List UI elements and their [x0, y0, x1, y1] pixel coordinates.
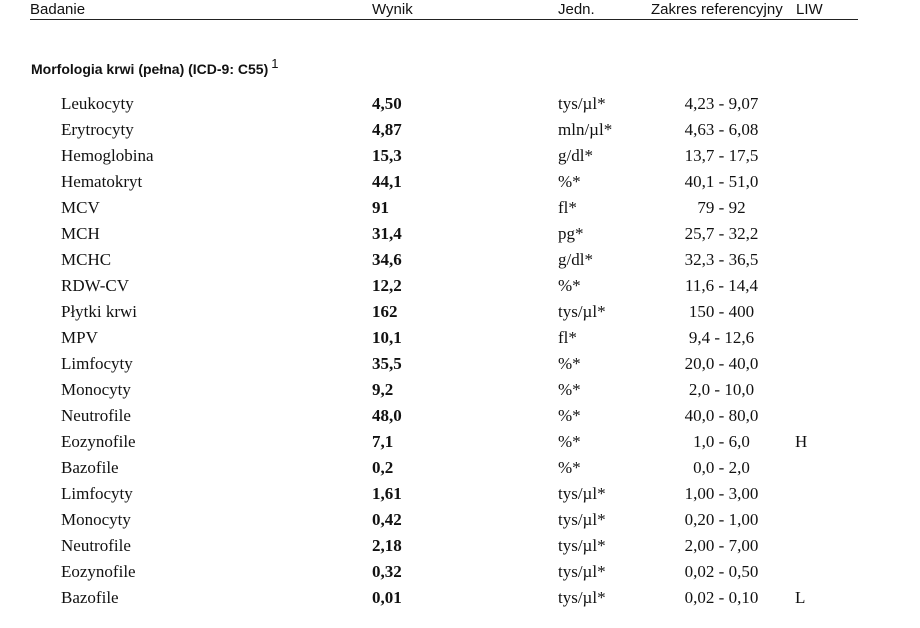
test-name: MCHC [61, 250, 112, 269]
reference-range: 40,0 - 80,0 [684, 406, 759, 425]
result-value: 91 [372, 198, 389, 217]
table-row [0, 92, 920, 118]
result-value: 4,50 [372, 94, 402, 113]
result-value: 35,5 [372, 354, 402, 373]
table-row [0, 534, 920, 560]
table-row [0, 404, 920, 430]
reference-range: 4,23 - 9,07 [684, 94, 759, 113]
header-divider [30, 19, 858, 20]
unit: %* [558, 458, 581, 477]
test-name: Monocyty [61, 380, 131, 399]
result-value: 34,6 [372, 250, 402, 269]
result-value: 9,2 [372, 380, 394, 399]
result-value: 0,32 [372, 562, 402, 581]
result-value: 162 [372, 302, 398, 321]
unit: g/dl* [558, 146, 593, 165]
table-row [0, 378, 920, 404]
result-value: 0,42 [372, 510, 402, 529]
table-row [0, 352, 920, 378]
result-value: 2,18 [372, 536, 402, 555]
unit: tys/µl* [558, 302, 606, 321]
table-row [0, 586, 920, 612]
unit: %* [558, 276, 581, 295]
unit: tys/µl* [558, 562, 606, 581]
reference-range: 25,7 - 32,2 [684, 224, 759, 243]
test-name: Leukocyty [61, 94, 134, 113]
result-value: 15,3 [372, 146, 402, 165]
test-name: Hemoglobina [61, 146, 154, 165]
test-name: Neutrofile [61, 536, 131, 555]
reference-range: 150 - 400 [688, 302, 755, 321]
test-name: Bazofile [61, 458, 119, 477]
test-name: Płytki krwi [61, 302, 138, 321]
unit: tys/µl* [558, 484, 606, 503]
result-value: 4,87 [372, 120, 402, 139]
test-name: Eozynofile [61, 432, 136, 451]
unit: %* [558, 380, 581, 399]
result-value: 12,2 [372, 276, 402, 295]
table-row [0, 248, 920, 274]
result-value: 0,2 [372, 458, 394, 477]
reference-range: 0,0 - 2,0 [693, 458, 750, 477]
header-unit: Jedn. [558, 1, 595, 18]
unit: mln/µl* [558, 120, 613, 139]
table-row [0, 144, 920, 170]
test-name: Bazofile [61, 588, 119, 607]
unit: fl* [558, 328, 577, 347]
test-name: Erytrocyty [61, 120, 134, 139]
table-row [0, 118, 920, 144]
reference-range: 2,0 - 10,0 [688, 380, 755, 399]
table-row [0, 170, 920, 196]
table-row [0, 508, 920, 534]
test-name: RDW-CV [61, 276, 129, 295]
result-value: 44,1 [372, 172, 402, 191]
unit: %* [558, 432, 581, 451]
test-name: MPV [61, 328, 98, 347]
result-value: 7,1 [372, 432, 394, 451]
result-value: 0,01 [372, 588, 402, 607]
reference-range: 11,6 - 14,4 [684, 276, 759, 295]
test-name: MCH [61, 224, 100, 243]
header-reference-range: Zakres referencyjny [651, 1, 783, 18]
unit: pg* [558, 224, 584, 243]
reference-range: 4,63 - 6,08 [684, 120, 759, 139]
reference-range: 2,00 - 7,00 [684, 536, 759, 555]
test-name: Limfocyty [61, 354, 133, 373]
unit: %* [558, 406, 581, 425]
section-footnote: 1 [271, 56, 279, 71]
reference-range: 0,02 - 0,50 [684, 562, 759, 581]
table-row [0, 274, 920, 300]
reference-range: 0,20 - 1,00 [684, 510, 759, 529]
unit: tys/µl* [558, 536, 606, 555]
unit: tys/µl* [558, 588, 606, 607]
reference-range: 79 - 92 [697, 198, 746, 217]
table-row [0, 482, 920, 508]
test-name: Limfocyty [61, 484, 133, 503]
section-title-text: Morfologia krwi (pełna) (ICD-9: C55) [31, 61, 269, 77]
header-test: Badanie [30, 1, 86, 18]
table-row [0, 326, 920, 352]
unit: fl* [558, 198, 577, 217]
result-value: 1,61 [372, 484, 402, 503]
header-result: Wynik [372, 1, 413, 18]
reference-range: 9,4 - 12,6 [688, 328, 755, 347]
flag: L [795, 588, 806, 607]
reference-range: 20,0 - 40,0 [684, 354, 759, 373]
unit: %* [558, 172, 581, 191]
test-name: Monocyty [61, 510, 131, 529]
table-row [0, 430, 920, 456]
unit: tys/µl* [558, 510, 606, 529]
unit: tys/µl* [558, 94, 606, 113]
reference-range: 40,1 - 51,0 [684, 172, 759, 191]
table-row [0, 196, 920, 222]
result-value: 31,4 [372, 224, 402, 243]
reference-range: 1,0 - 6,0 [693, 432, 750, 451]
flag: H [795, 432, 808, 451]
section-title [31, 56, 279, 77]
table-row [0, 456, 920, 482]
result-value: 10,1 [372, 328, 402, 347]
reference-range: 13,7 - 17,5 [684, 146, 759, 165]
table-row [0, 560, 920, 586]
table-row [0, 222, 920, 248]
header-flag: LIW [796, 1, 823, 18]
test-name: Neutrofile [61, 406, 131, 425]
results-table [0, 92, 920, 612]
test-name: MCV [61, 198, 100, 217]
reference-range: 32,3 - 36,5 [684, 250, 759, 269]
reference-range: 0,02 - 0,10 [684, 588, 759, 607]
unit: g/dl* [558, 250, 593, 269]
unit: %* [558, 354, 581, 373]
test-name: Eozynofile [61, 562, 136, 581]
test-name: Hematokryt [61, 172, 143, 191]
reference-range: 1,00 - 3,00 [684, 484, 759, 503]
result-value: 48,0 [372, 406, 402, 425]
table-row [0, 300, 920, 326]
